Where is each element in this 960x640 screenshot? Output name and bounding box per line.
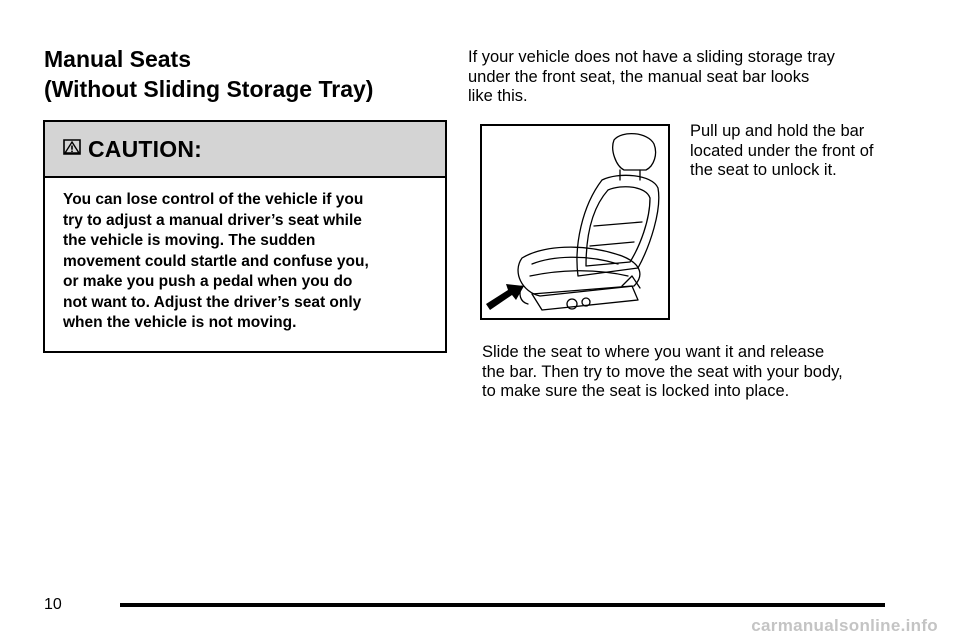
text-line: If your vehicle does not have a sliding storage tray (468, 48, 835, 66)
caution-box (43, 120, 447, 353)
seat-with-arrow-illustration (482, 126, 668, 318)
caution-line: You can lose control of the vehicle if you (63, 191, 364, 208)
text-line: Slide the seat to where you want it and release (482, 343, 825, 361)
text-line: like this. (468, 87, 528, 105)
section-subtitle: (Without Sliding Storage Tray) (44, 76, 374, 102)
caution-triangle-icon (60, 137, 84, 159)
caution-header (45, 122, 445, 178)
caution-line: try to adjust a manual driver’s seat while (63, 211, 362, 229)
text-line: to make sure the seat is locked into place. (482, 382, 790, 400)
caution-line: when the vehicle is not moving. (63, 314, 297, 331)
page-number: 10 (44, 596, 62, 613)
caution-line: movement could startle and confuse you, (63, 252, 369, 270)
intro-paragraph (468, 48, 835, 107)
seat-illustration (480, 124, 670, 320)
section-title: Manual Seats (44, 46, 191, 72)
text-line: the bar. Then try to move the seat with your body, (482, 362, 843, 381)
text-line: Pull up and hold the bar (690, 122, 865, 140)
caution-line: the vehicle is moving. The sudden (63, 232, 316, 249)
caution-line: not want to. Adjust the driver’s seat only (63, 293, 362, 311)
caution-label: CAUTION: (88, 135, 203, 162)
text-line: located under the front of (690, 141, 874, 160)
footer-rule (120, 603, 885, 607)
text-line: under the front seat, the manual seat bar looks (468, 67, 810, 86)
watermark: carmanualsonline.info (751, 616, 938, 635)
text-line: the seat to unlock it. (690, 161, 837, 179)
caution-text (45, 178, 445, 334)
followup-paragraph (482, 343, 843, 402)
caution-line: or make you push a pedal when you do (63, 273, 353, 290)
instruction-paragraph (690, 122, 873, 181)
